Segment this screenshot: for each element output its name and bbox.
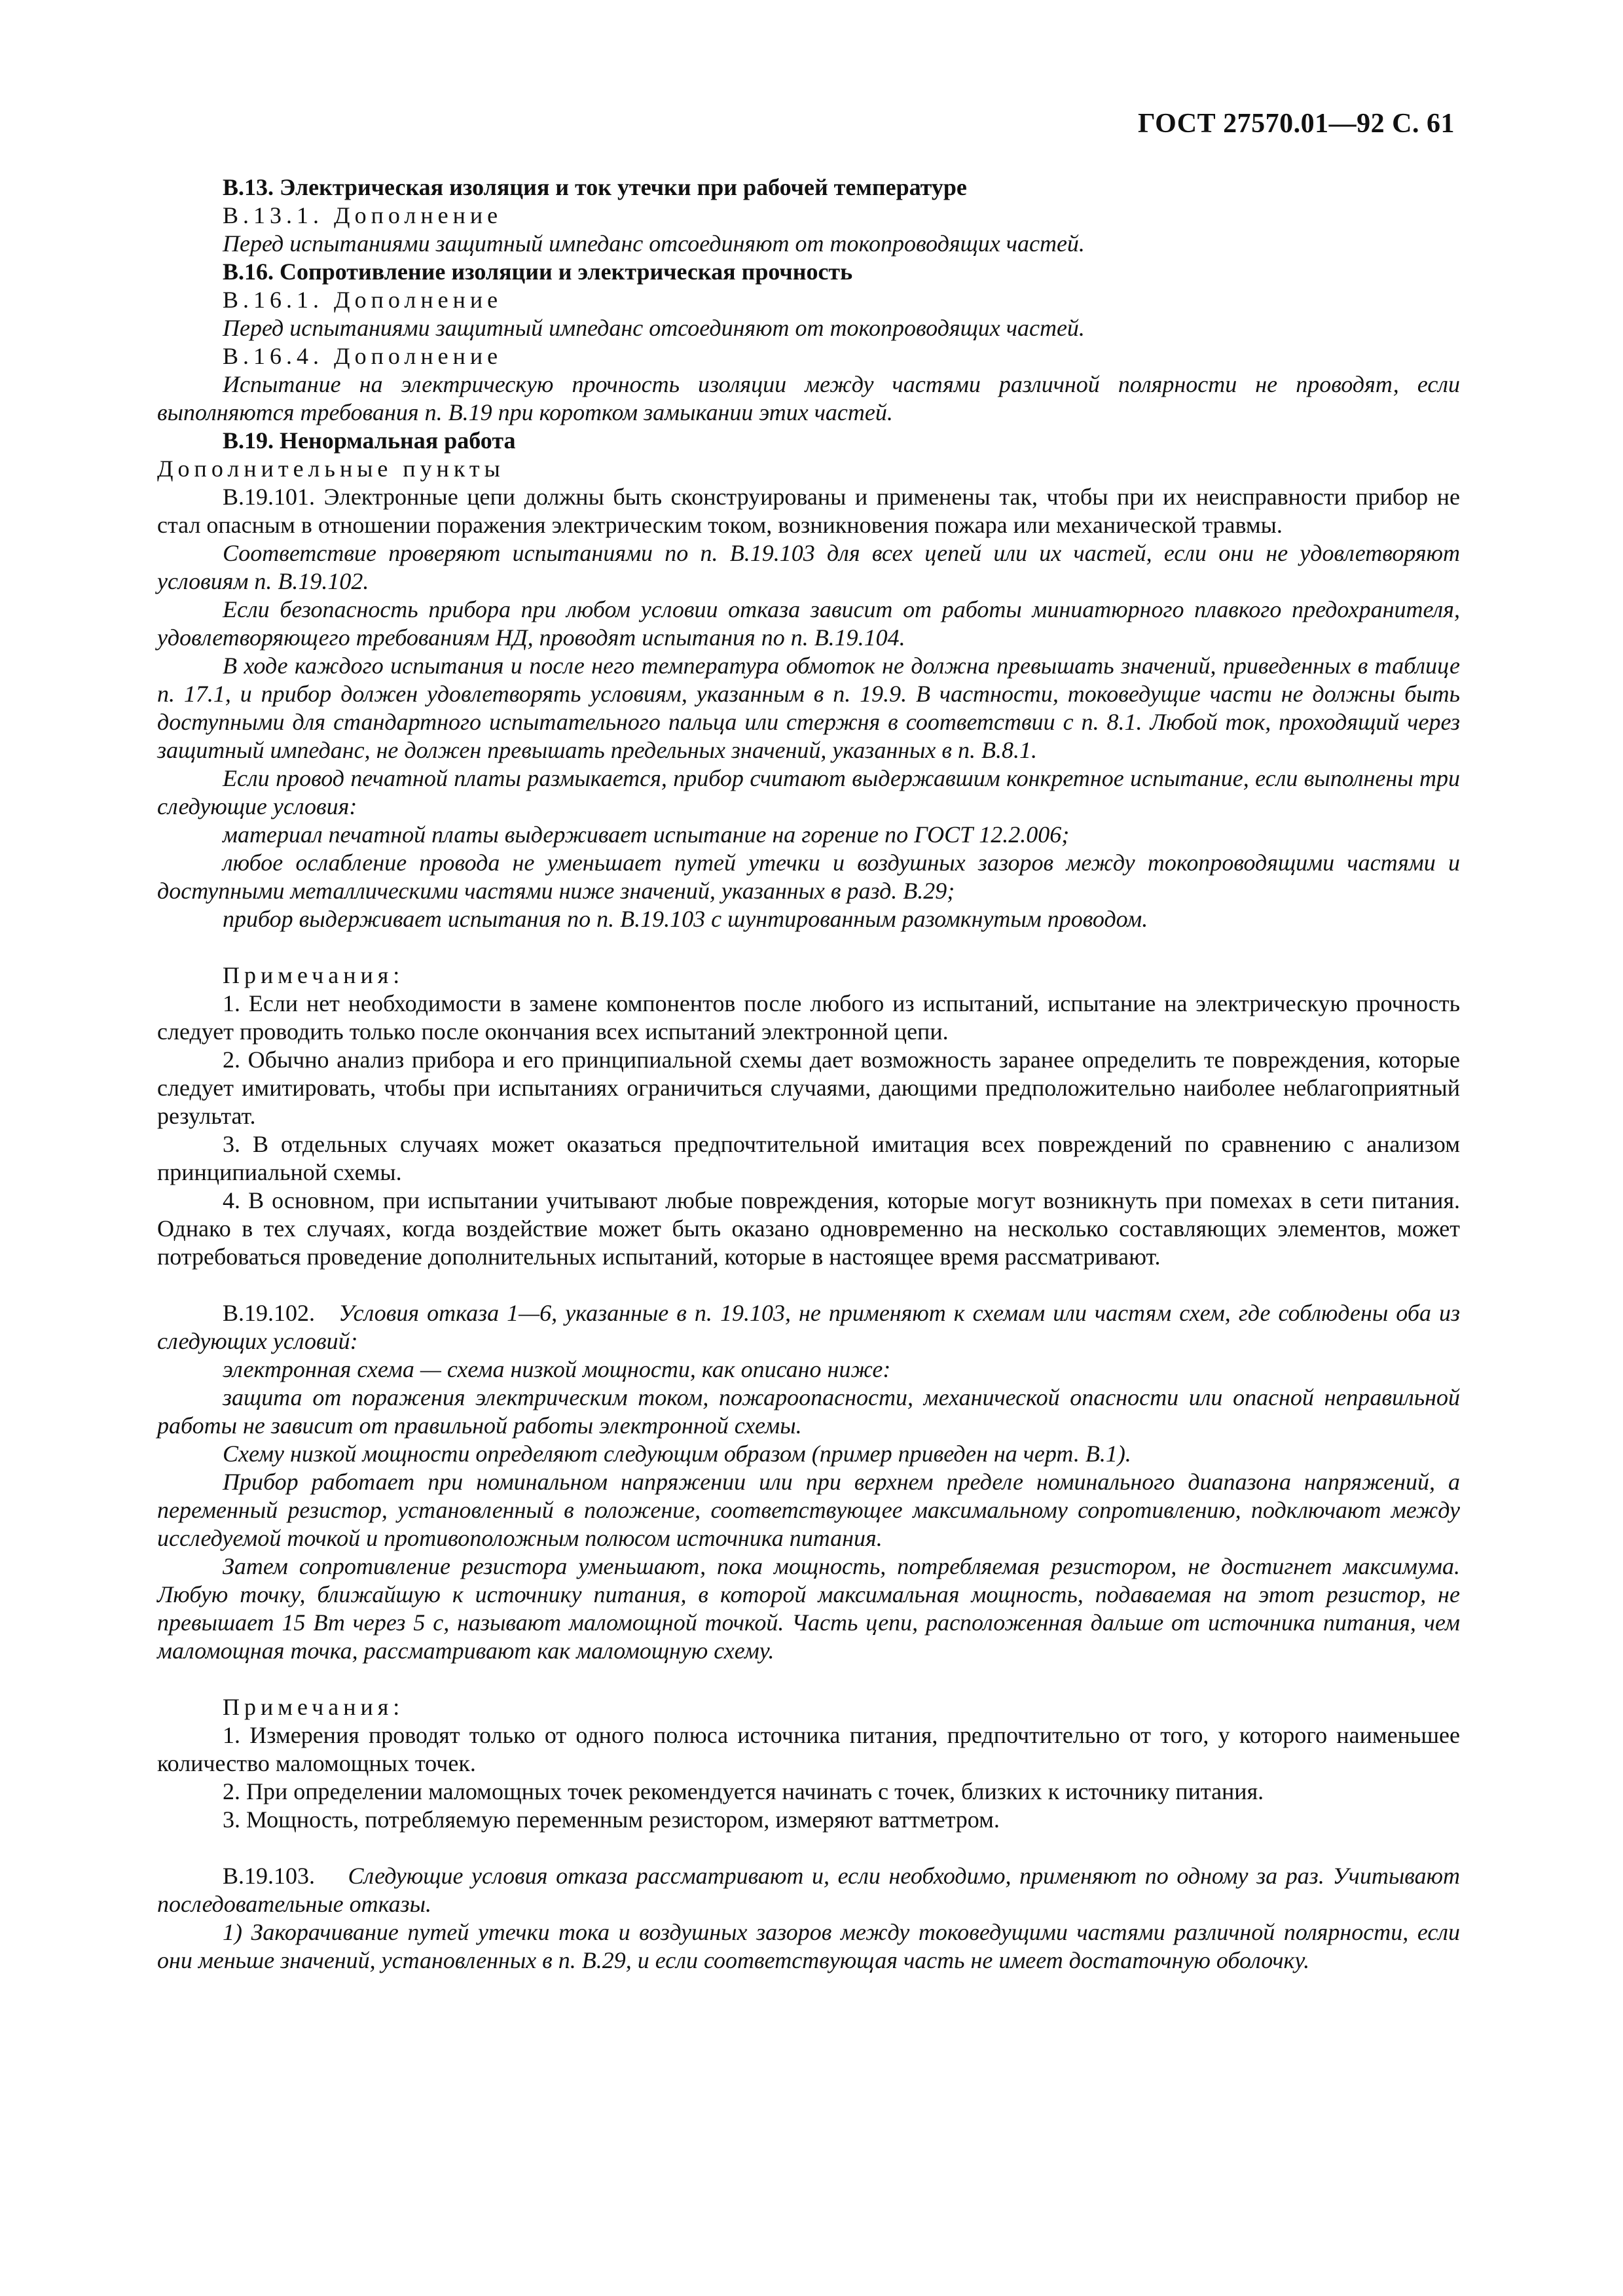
note-item: 2. Обычно анализ прибора и его принципиальной схемы дает возможность заранее определить те повреждения, которые следует имитировать, чтобы при испытаниях ограничиться случаями, дающими предположительно наиболее неблагоприятный результат. (157, 1047, 1460, 1129)
clause-text-b16-1: Перед испытаниями защитный импеданс отсоединяют от токопроводящих частей. (223, 315, 1085, 341)
paragraph: прибор выдерживает испытания по п. B.19.103 с шунтированным разомкнутым проводом. (223, 906, 1148, 932)
notes-label: Примечания: (223, 1694, 405, 1720)
paragraph: Схему низкой мощности определяют следующим образом (пример приведен на черт. B.1). (223, 1441, 1131, 1467)
clause-b19-103 (157, 1862, 1460, 1918)
paragraph: Если провод печатной платы размыкается, прибор считают выдержавшим конкретное испытание, если выполнены три следующие условия: (157, 765, 1460, 819)
clause-b19-102 (157, 1299, 1460, 1355)
section-heading-b16: B.16. Сопротивление изоляции и электрическая прочность (223, 259, 853, 285)
paragraph: В ходе каждого испытания и после него температура обмоток не должна превышать значений, приведенных в таблице п. 17.1, и прибор должен удовлетворять условиям, указанным в п. 19.9. В частности, токоведущие части не должны быть доступными для стандартного испытательного пальца или стержня в соответствии с п. 8.1. Любой ток, проходящий через защитный импеданс, не должен превышать предельных значений, указанных в п. B.8.1. (157, 653, 1460, 763)
note-item: 1. Если нет необходимости в замене компонентов после любого из испытаний, испытание на электрическую прочность следует проводить только после окончания всех испытаний электронной цепи. (157, 990, 1460, 1045)
clause-text: Электронные цепи должны быть сконструированы и применены так, чтобы при их неисправности прибор не стал опасным в отношении поражения электрическим током, возникновения пожара или механической травмы. (157, 484, 1460, 538)
clause-label-b16-4: B.16.4. Дополнение (223, 343, 503, 369)
clause-b19-101 (157, 483, 1460, 539)
note-item: 3. В отдельных случаях может оказаться предпочтительной имитация всех повреждений по сравнению с анализом принципиальной схемы. (157, 1131, 1460, 1185)
paragraph: Соответствие проверяют испытаниями по п. B.19.103 для всех цепей или их частей, если они не удовлетворяют условиям п. B.19.102. (157, 540, 1460, 594)
note-item: 3. Мощность, потребляемую переменным резистором, измеряют ваттметром. (223, 1806, 1000, 1833)
clause-label-b16-1: B.16.1. Дополнение (223, 287, 503, 313)
paragraph: материал печатной платы выдерживает испытание на горение по ГОСТ 12.2.006; (223, 821, 1070, 848)
paragraph: защита от поражения электрическим током, пожароопасности, механической опасности или опасной неправильной работы не зависит от правильной работы электронной схемы. (157, 1384, 1460, 1439)
paragraph: электронная схема — схема низкой мощности, как описано ниже: (223, 1356, 891, 1382)
page-header: ГОСТ 27570.01—92 С. 61 (1137, 109, 1455, 139)
section-heading-b13: B.13. Электрическая изоляция и ток утечки при рабочей температуре (223, 174, 967, 200)
clause-number: B.19.101. (223, 484, 316, 510)
clause-text: Условия отказа 1—6, указанные в п. 19.103, не применяют к схемам или частям схем, где соблюдены оба из следующих условий: (157, 1300, 1461, 1354)
note-item: 1. Измерения проводят только от одного полюса источника питания, предпочтительно от того, у которого наименьшее количество маломощных точек. (157, 1722, 1460, 1776)
paragraph: Если безопасность прибора при любом условии отказа зависит от работы миниатюрного плавкого предохранителя, удовлетворяющего требованиям НД, проводят испытания по п. B.19.104. (157, 596, 1460, 651)
clause-text-b13-1: Перед испытаниями защитный импеданс отсоединяют от токопроводящих частей. (223, 230, 1085, 257)
additional-items-label: Дополнительные пункты (157, 456, 505, 482)
notes-label: Примечания: (223, 962, 405, 988)
paragraph: Затем сопротивление резистора уменьшают, пока мощность, потребляемая резистором, не достигнет максимума. Любую точку, ближайшую к источнику питания, в которой максимальная мощность, подаваемая на этот резистор, не превышает 15 Вт через 5 с, называют маломощной точкой. Часть цепи, расположенная дальше от источника питания, чем маломощная точка, рассматривают как маломощную схему. (157, 1553, 1460, 1664)
paragraph: Прибор работает при номинальном напряжении или при верхнем пределе номинального диапазона напряжений, а переменный резистор, установленный в положение, соответствующее максимальному сопротивлению, подключают между исследуемой точкой и противоположным полюсом источника питания. (157, 1469, 1460, 1551)
section-heading-b19: B.19. Ненормальная работа (223, 427, 516, 454)
clause-number: B.19.102. (223, 1300, 316, 1326)
document-body (157, 173, 1460, 1975)
note-item: 4. В основном, при испытании учитывают любые повреждения, которые могут возникнуть при помехах в сети питания. Однако в тех случаях, когда воздействие может быть оказано одновременно на несколько составляющих элементов, может потребоваться проведение дополнительных испытаний, которые в настоящее время рассматривают. (157, 1187, 1460, 1270)
clause-number: B.19.103. (223, 1863, 316, 1889)
clause-text-b16-4: Испытание на электрическую прочность изоляции между частями различной полярности не проводят, если выполняются требования п. B.19 при коротком замыкании этих частей. (157, 371, 1460, 425)
paragraph: 1) Закорачивание путей утечки тока и воздушных зазоров между токоведущими частями различной полярности, если они меньше значений, установленных в п. B.29, и если соответствующая часть не имеет достаточную оболочку. (157, 1919, 1460, 1973)
paragraph: любое ослабление провода не уменьшает путей утечки и воздушных зазоров между токопроводящими частями и доступными металлическими частями ниже значений, указанных в разд. B.29; (157, 850, 1460, 904)
note-item: 2. При определении маломощных точек рекомендуется начинать с точек, близких к источнику питания. (223, 1778, 1264, 1804)
clause-label-b13-1: B.13.1. Дополнение (223, 202, 503, 228)
clause-text: Следующие условия отказа рассматривают и, если необходимо, применяют по одному за раз. Учитывают последовательные отказы. (157, 1863, 1460, 1917)
